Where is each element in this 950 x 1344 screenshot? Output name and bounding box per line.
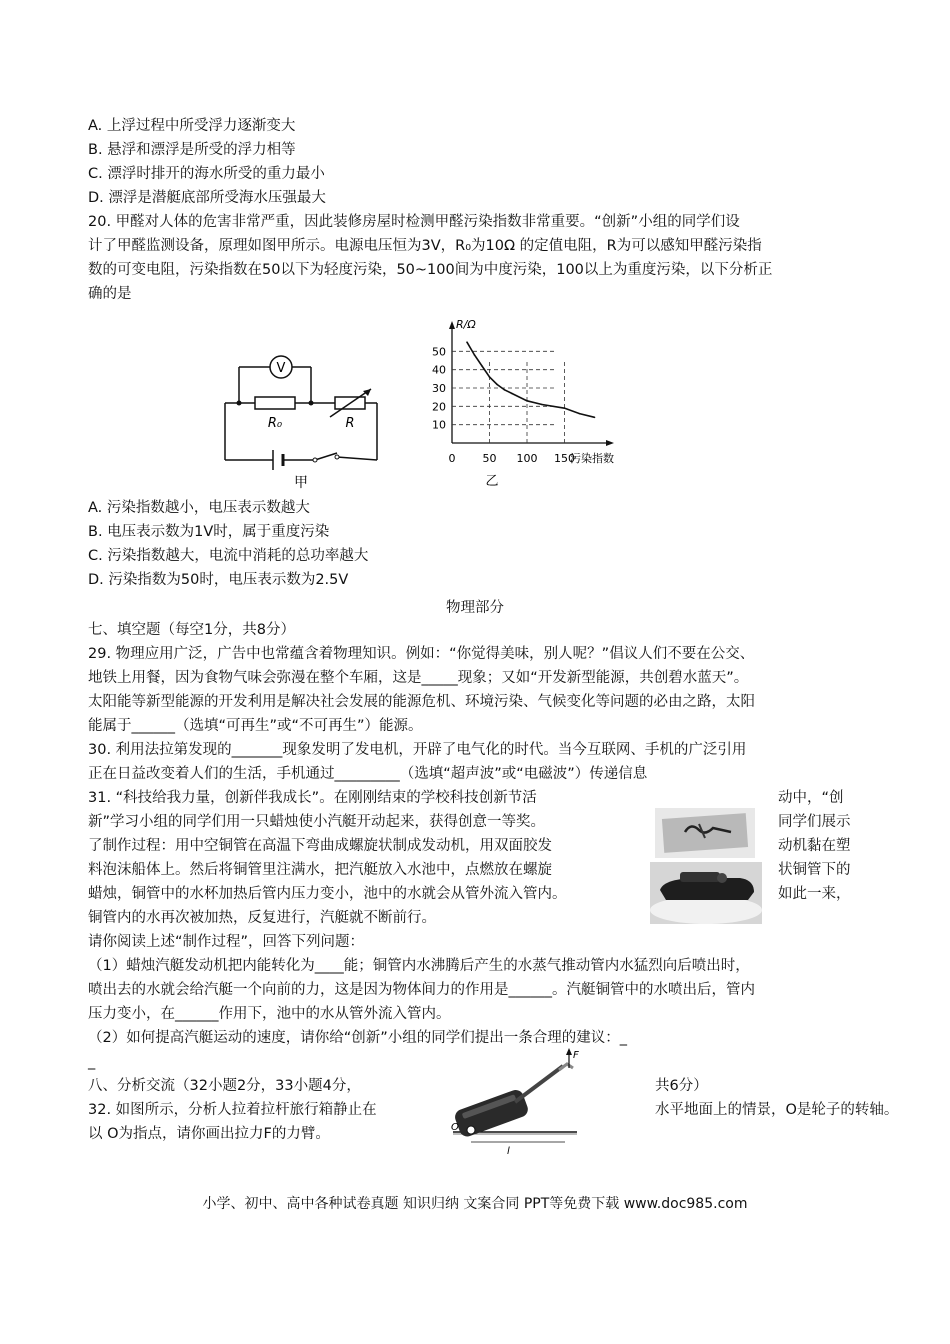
voltmeter-label: V: [276, 361, 286, 376]
q20-line-4: 确的是: [88, 286, 132, 302]
footer: 小学、初中、高中各种试卷真题 知识归纳 文案合同 PPT等免费下载 www.doc985.com: [202, 1196, 748, 1212]
base-label: l: [507, 1146, 510, 1156]
q20-line-1: 20. 甲醛对人体的危害非常严重，因此装修房屋时检测甲醛污染指数非常重要。“创新”小组的同学们设: [88, 214, 740, 230]
q31-right-5: 如此一来，: [778, 886, 851, 902]
y-tick-label: 30: [432, 382, 446, 395]
q31-left-4: 料泡沫船体上。然后将铜管里注满水，把汽艇放入水池中，点燃放在螺旋: [88, 862, 552, 878]
q31-left-2: 新”学习小组的同学们用一只蜡烛使小汽艇开动起来，获得创意一等奖。: [88, 814, 546, 830]
x-axis-label: 污染指数: [570, 452, 614, 465]
data-point: [496, 384, 498, 386]
r-label: R: [345, 416, 355, 431]
data-point: [474, 354, 476, 356]
data-point: [466, 341, 468, 343]
section7-heading: 七、填空题（每空1分，共8分）: [88, 622, 295, 638]
x-axis-arrow: [606, 440, 614, 446]
q31-rest-4: 喷出去的水就会给汽艇一个向前的力，这是因为物体间力的作用是______。汽艇铜管中的水喷出后，管内: [88, 982, 755, 998]
pivot-label: O: [451, 1122, 459, 1133]
q19-option-a: A. 上浮过程中所受浮力逐渐变大: [88, 118, 296, 134]
y-tick-label: 10: [432, 418, 446, 432]
engine-photo: [655, 808, 755, 858]
q31-right-2: 同学们展示: [778, 814, 851, 830]
q20-line-2: 计了甲醛监测设备，原理如图甲所示。电源电压恒为3V，R₀为10Ω 的定值电阻，R为可以感知甲醛污染指: [88, 238, 762, 254]
section8-heading-right: 共6分）: [655, 1078, 708, 1094]
q19-option-d: D. 漂浮是潜艇底部所受海水压强最大: [88, 190, 326, 206]
circuit-caption: 甲: [294, 475, 308, 490]
q31-rest-2: 请你阅读上述“制作过程”，回答下列问题：: [88, 934, 365, 950]
x-tick-label: 0: [448, 452, 456, 465]
q20-line-3: 数的可变电阻，污染指数在50以下为轻度污染，50~100间为中度污染，100以上为重度污染，以下分析正: [88, 262, 773, 278]
q31-rest-5: 压力变小，在______作用下，池中的水从管外流入管内。: [88, 1006, 451, 1022]
q29-line-2: 地铁上用餐，因为食物气味会弥漫在整个车厢，这是_____现象；又如“开发新型能源，共创碧水蓝天”。: [88, 670, 749, 686]
q31-left-5: 蜡烛，铜管中的水杯加热后管内压力变小，池中的水就会从管外流入管内。: [88, 886, 567, 902]
q20-option-d: D. 污染指数为50时，电压表示数为2.5V: [88, 572, 349, 588]
q31-left-1: 31. “科技给我力量，创新伴我成长”。在刚刚结束的学校科技创新节活: [88, 790, 537, 806]
chart-caption: 乙: [485, 474, 499, 489]
q31-rest-7: _: [88, 1054, 96, 1070]
data-point: [481, 365, 483, 367]
x-tick-label: 100: [516, 452, 538, 465]
q32-right: 水平地面上的情景，O是轮子的转轴。: [655, 1102, 899, 1118]
force-label: F: [573, 1050, 579, 1061]
q19-option-c: C. 漂浮时排开的海水所受的重力最小: [88, 166, 325, 182]
section-title: 物理部分: [446, 600, 504, 616]
boat-photo: [650, 862, 762, 924]
data-point: [526, 400, 528, 402]
data-point: [594, 417, 596, 419]
data-point: [541, 404, 543, 406]
q20-option-a: A. 污染指数越小，电压表示数越大: [88, 500, 310, 516]
q31-left-3: 了制作过程：用中空铜管在高温下弯曲成螺旋状制成发动机，用双面胶发: [88, 838, 552, 854]
q29-line-3: 太阳能等新型能源的开发利用是解决社会发展的能源危机、环境污染、气候变化等问题的必由之路，太阳: [88, 694, 755, 710]
q32-line-1: 32. 如图所示，分析人拉着拉杆旅行箱静止在: [88, 1102, 377, 1118]
q31-rest-3: （1）蜡烛汽艇发动机把内能转化为____能；铜管内水沸腾后产生的水蒸气推动管内水猛烈向后喷出时，: [88, 958, 750, 974]
suitcase-figure: [445, 1048, 585, 1156]
q30-line-1: 30. 利用法拉第发现的_______现象发明了发电机，开辟了电气化的时代。当今互联网、手机的广泛引用: [88, 742, 747, 758]
q20-option-c: C. 污染指数越大，电流中消耗的总功率越大: [88, 548, 369, 564]
q20-option-b: B. 电压表示数为1V时，属于重度污染: [88, 524, 330, 540]
r0-label: R₀: [267, 416, 283, 431]
section8-heading-left: 八、分析交流（32小题2分，33小题4分，: [88, 1078, 361, 1094]
data-point: [579, 413, 581, 415]
q19-option-b: B. 悬浮和漂浮是所受的浮力相等: [88, 142, 296, 158]
data-point: [511, 393, 513, 395]
q31-right-4: 状铜管下的: [778, 862, 851, 878]
x-tick-label: 50: [482, 452, 497, 465]
y-axis-arrow: [449, 321, 455, 329]
y-tick-label: 40: [432, 363, 446, 377]
q32-line-2: 以 O为指点，请你画出拉力F的力臂。: [88, 1126, 330, 1142]
x-tick-label: 150: [554, 452, 575, 465]
q31-rest-6: （2）如何提高汽艇运动的速度，请你给“创新”小组的同学们提出一条合理的建议：_: [88, 1030, 627, 1046]
resistance-chart: [410, 318, 615, 490]
y-tick-label: 20: [432, 400, 446, 414]
y-tick-label: 50: [432, 345, 446, 359]
data-point: [564, 407, 566, 409]
data-point: [489, 376, 491, 378]
q31-right-1: 动中，“创: [778, 790, 844, 806]
q30-line-2: 正在日益改变着人们的生活，手机通过_________（选填“超声波”或“电磁波”）传递信息: [88, 766, 648, 782]
circuit-diagram: [215, 345, 390, 490]
q31-right-3: 动机黏在塑: [778, 838, 851, 854]
q29-line-1: 29. 物理应用广泛，广告中也常蕴含着物理知识。例如：“你觉得美味，别人呢？”倡议人们不要在公交、: [88, 646, 755, 662]
y-axis-label: R/Ω: [456, 318, 476, 331]
q31-rest-1: 铜管内的水再次被加热，反复进行，汽艇就不断前行。: [88, 910, 436, 926]
data-point: [504, 389, 506, 391]
q29-line-4: 能属于______（选填“可再生”或“不可再生”）能源。: [88, 718, 423, 734]
